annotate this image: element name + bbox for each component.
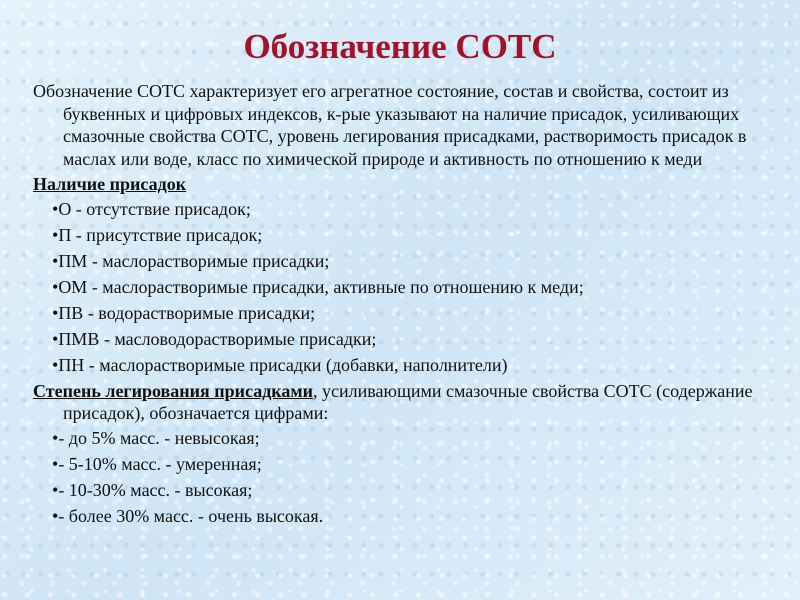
bullet-icon: • [52, 250, 59, 271]
alloying-heading-text: Степень легирования присадками [33, 380, 314, 401]
list-item [52, 427, 768, 449]
list-item [52, 328, 768, 350]
intro-paragraph: Обозначение СОТС характеризует его агрегатное состояние, состав и свойства, состоит из буквенных и цифровых индексов, к-рые указывают на наличие присадок, усиливающих смазочные свойства СОТС, уровень легирования присадками, растворимость присадок в маслах или воде, класс по химической природе и активность по отношению к меди [33, 81, 747, 169]
bullet-icon: • [52, 479, 59, 500]
list-item-text: ОМ - маслорастворимые присадки, активные по отношению к меди; [58, 276, 584, 297]
bullet-icon: • [52, 453, 59, 474]
bullet-icon: • [52, 302, 59, 323]
list-item [52, 453, 768, 475]
bullet-icon: • [52, 505, 59, 526]
additives-list [33, 198, 768, 376]
list-item-text: - 5-10% масс. - умеренная; [58, 453, 262, 474]
slide-content [33, 80, 768, 531]
list-item-text: П - присутствие присадок; [58, 224, 263, 245]
bullet-icon: • [52, 354, 59, 375]
list-item [52, 302, 768, 324]
list-item [52, 505, 768, 527]
page-title: Обозначение СОТС [243, 27, 557, 66]
alloying-paragraph [33, 380, 768, 425]
bullet-icon: • [52, 198, 59, 219]
additives-heading [33, 173, 768, 196]
list-item [52, 276, 768, 298]
list-item-text: - до 5% масс. - невысокая; [58, 427, 260, 448]
list-item-text: О - отсутствие присадок; [58, 198, 251, 219]
list-item-text: ПМВ - масловодорастворимые присадки; [58, 328, 377, 349]
list-item [52, 479, 768, 501]
list-item-text: ПВ - водорастворимые присадки; [58, 302, 316, 323]
list-item [52, 354, 768, 376]
list-item [52, 198, 768, 220]
alloying-list [33, 427, 768, 527]
list-item-text: - более 30% масс. - очень высокая. [58, 505, 324, 526]
alloying-text: , усиливающими смазочные свойства СОТС (содержание присадок), обозначается цифрами: [63, 380, 753, 423]
additives-heading-text: Наличие присадок [33, 174, 187, 194]
list-item-text: - 10-30% масс. - высокая; [58, 479, 253, 500]
bullet-icon: • [52, 328, 59, 349]
list-item-text: ПМ - маслорастворимые присадки; [58, 250, 330, 271]
list-item-text: ПН - маслорастворимые присадки (добавки, наполнители) [58, 354, 508, 375]
list-item [52, 224, 768, 246]
bullet-icon: • [52, 427, 59, 448]
bullet-icon: • [52, 276, 59, 297]
list-item [52, 250, 768, 272]
bullet-icon: • [52, 224, 59, 245]
